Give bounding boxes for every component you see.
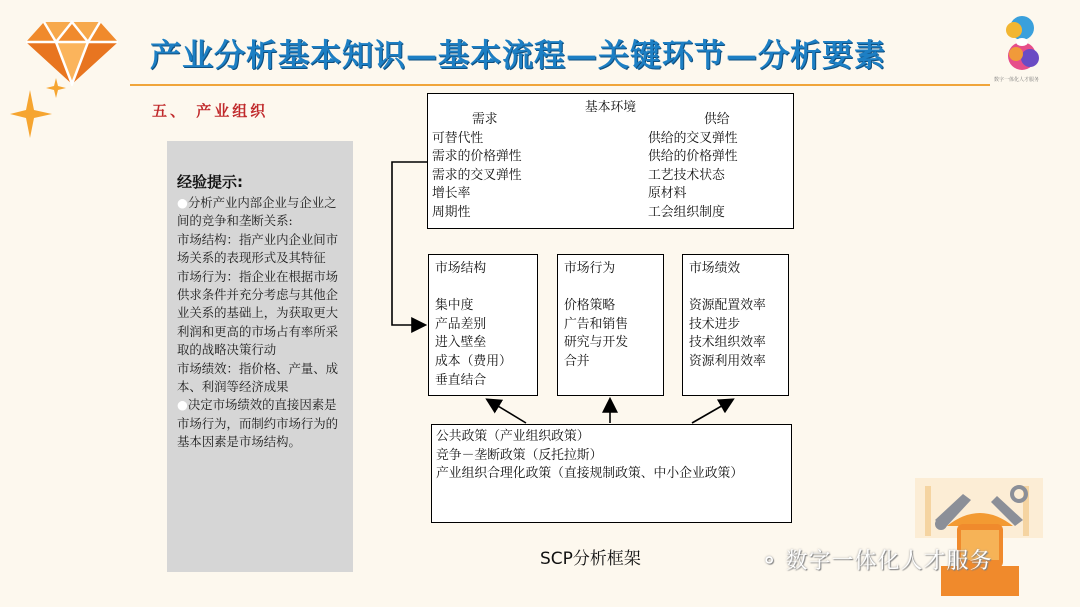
policy-item: 公共政策（产业组织政策） [436,429,590,444]
tip-item [177,396,343,451]
tip-text: 市场结构：指产业内企业间市场关系的表现形式及其特征 [177,231,339,266]
supply-heading: 供给 [704,112,730,127]
conduct-item: 合并 [564,353,590,369]
tip-text: 分析产业内部企业与企业之间的竞争和垄断关系: [177,195,337,229]
tip-item [177,268,343,360]
policy-to-performance-arrow [692,400,732,423]
environment-to-structure-arrow [392,162,427,325]
demand-item: 需求的交叉弹性 [432,167,522,183]
diagram-caption: SCP分析框架 [540,549,641,569]
bullet-icon: ● [177,195,188,210]
tip-text: 市场绩效：指价格、产量、成本、利润等经济成果 [177,360,339,395]
demand-item: 可替代性 [432,130,484,146]
demand-heading: 需求 [472,112,498,127]
supply-column [648,111,738,223]
worker-illustration [905,470,1055,600]
watermark-text: 数字一体化人才服务 [785,549,993,574]
performance-item: 技术组织效率 [689,335,766,351]
demand-item: 增长率 [432,186,471,202]
performance-item: 资源利用效率 [689,353,766,369]
structure-item: 集中度 [435,298,474,314]
basic-environment-box [427,93,794,229]
performance-item: 技术进步 [689,316,741,332]
tips-title: 经验提示: [177,173,243,191]
box-title: 基本环境 [584,100,637,115]
tip-text: 决定市场绩效的直接因素是市场行为，而制约市场行为的基本因素是市场结构。 [177,397,339,450]
spacer [435,279,537,298]
box-title: 市场绩效 [689,261,741,276]
company-logo [994,14,1050,76]
sparkle-icon [8,76,78,146]
tips-panel [167,141,353,572]
performance-item: 资源配置效率 [689,298,766,314]
logo-caption: 数字一体化人才服务 [994,77,1040,83]
section-heading: 五、 产业组织 [152,102,269,120]
watermark [760,544,992,575]
market-structure-box [428,254,538,396]
public-policy-box [431,424,792,523]
supply-item: 工会组织制度 [648,204,725,220]
conduct-item: 价格策略 [564,298,616,314]
market-performance-box [682,254,789,396]
tip-item [177,231,343,268]
structure-item: 产品差别 [435,316,487,332]
bullet-icon: ● [177,397,188,413]
policy-item: 竞争－垄断政策（反托拉斯） [436,447,603,463]
policy-item: 产业组织合理化政策（直接规制政策、中小企业政策） [436,466,744,482]
supply-item: 供给的价格弹性 [648,149,738,165]
wechat-icon: ⚬ [760,549,780,574]
structure-item: 进入壁垒 [435,335,487,351]
demand-item: 周期性 [432,204,471,220]
policy-to-structure-arrow [488,400,526,423]
tip-item [177,194,343,231]
spacer [564,279,663,298]
supply-item: 工艺技术状态 [648,167,725,183]
demand-column [432,111,522,223]
tip-item [177,360,343,397]
structure-item: 垂直结合 [435,372,487,388]
box-title: 市场结构 [435,261,487,276]
tip-text: 市场行为：指企业在根据市场供求条件并充分考虑与其他企业关系的基础上，为获取更大利润和更高的市场占有率所采取的战略决策行动 [177,268,339,358]
supply-item: 供给的交叉弹性 [648,130,738,146]
market-conduct-box [557,254,664,396]
box-title: 市场行为 [564,261,616,276]
conduct-item: 广告和销售 [564,316,628,332]
spacer [689,279,788,298]
page-title: 产业分析基本知识—基本流程—关键环节—分析要素 [150,38,886,74]
conduct-item: 研究与开发 [564,335,628,351]
supply-item: 原材料 [648,186,687,202]
demand-item: 需求的价格弹性 [432,149,522,165]
structure-item: 成本（费用） [435,353,512,369]
header-divider [130,84,990,86]
